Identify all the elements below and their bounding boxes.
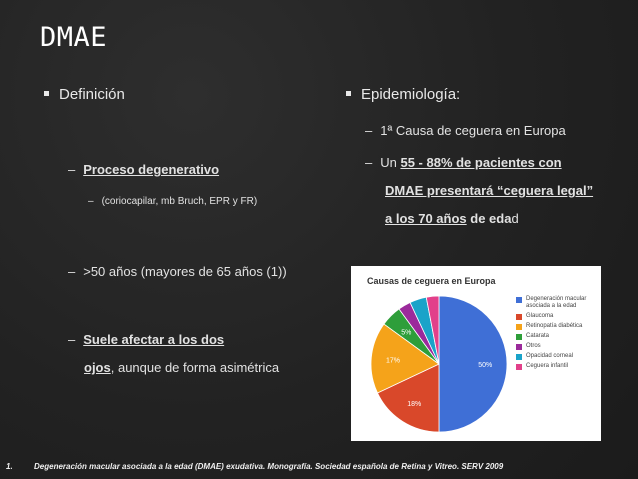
chart-title: Causas de ceguera en Europa <box>367 276 496 286</box>
left-item-proceso: – Proceso degenerativo <box>68 162 220 177</box>
legend-swatch <box>516 364 522 370</box>
footnote-text: Degeneración macular asociada a la edad (DMAE) exudativa. Monografía. Sociedad española de Retina y Vitreo. SERV 2009 <box>34 462 504 471</box>
pie-data-label: 17% <box>385 357 400 365</box>
right-heading: Epidemiología: <box>346 86 460 103</box>
left-item-detalle: – (coriocapilar, mb Bruch, EPR y FR) <box>88 196 258 207</box>
legend-item <box>516 353 594 360</box>
pie-chart-panel <box>351 266 601 441</box>
legend-label: Catarata <box>526 333 550 339</box>
legend-label: Opacidad corneal <box>526 353 574 359</box>
chart-legend <box>516 296 594 373</box>
legend-label: Glaucoma <box>526 313 554 319</box>
legend-swatch <box>516 324 522 330</box>
legend-item <box>516 363 594 370</box>
right-item-porcentaje: – Un 55 - 88% de pacientes con DMAE presentará “ceguera legal” a los 70 años de edad <box>365 155 594 226</box>
bullet-square-icon <box>346 91 351 96</box>
legend-swatch <box>516 344 522 350</box>
legend-label: Ceguera infantil <box>526 363 569 369</box>
left-heading: Definición <box>44 86 125 103</box>
legend-swatch <box>516 314 522 320</box>
pie-data-label: 5% <box>401 329 412 337</box>
left-item-afectar: – Suele afectar a los dos ojos, aunque de forma asimétrica <box>68 332 280 375</box>
pie-data-label: 18% <box>407 401 422 409</box>
pie-slice <box>439 296 507 432</box>
legend-label: Degeneración macular asociada a la edad <box>526 296 587 309</box>
pie-data-label: 50% <box>478 362 493 369</box>
bullet-square-icon <box>44 91 49 96</box>
legend-item <box>516 333 594 340</box>
legend-item <box>516 313 594 320</box>
legend-swatch <box>516 334 522 340</box>
pie-chart <box>351 266 516 441</box>
footnote-number: 1. <box>6 462 13 471</box>
left-item-edad: – >50 años (mayores de 65 años (1)) <box>68 264 287 279</box>
legend-item <box>516 343 594 350</box>
right-item-causa: – 1ª Causa de ceguera en Europa <box>365 123 566 138</box>
legend-label: Retinopatía diabética <box>526 323 583 329</box>
legend-swatch <box>516 297 522 303</box>
legend-item <box>516 296 594 310</box>
legend-label: Otros <box>526 343 541 349</box>
legend-swatch <box>516 354 522 360</box>
legend-item <box>516 323 594 330</box>
slide-title: DMAE <box>40 22 108 53</box>
